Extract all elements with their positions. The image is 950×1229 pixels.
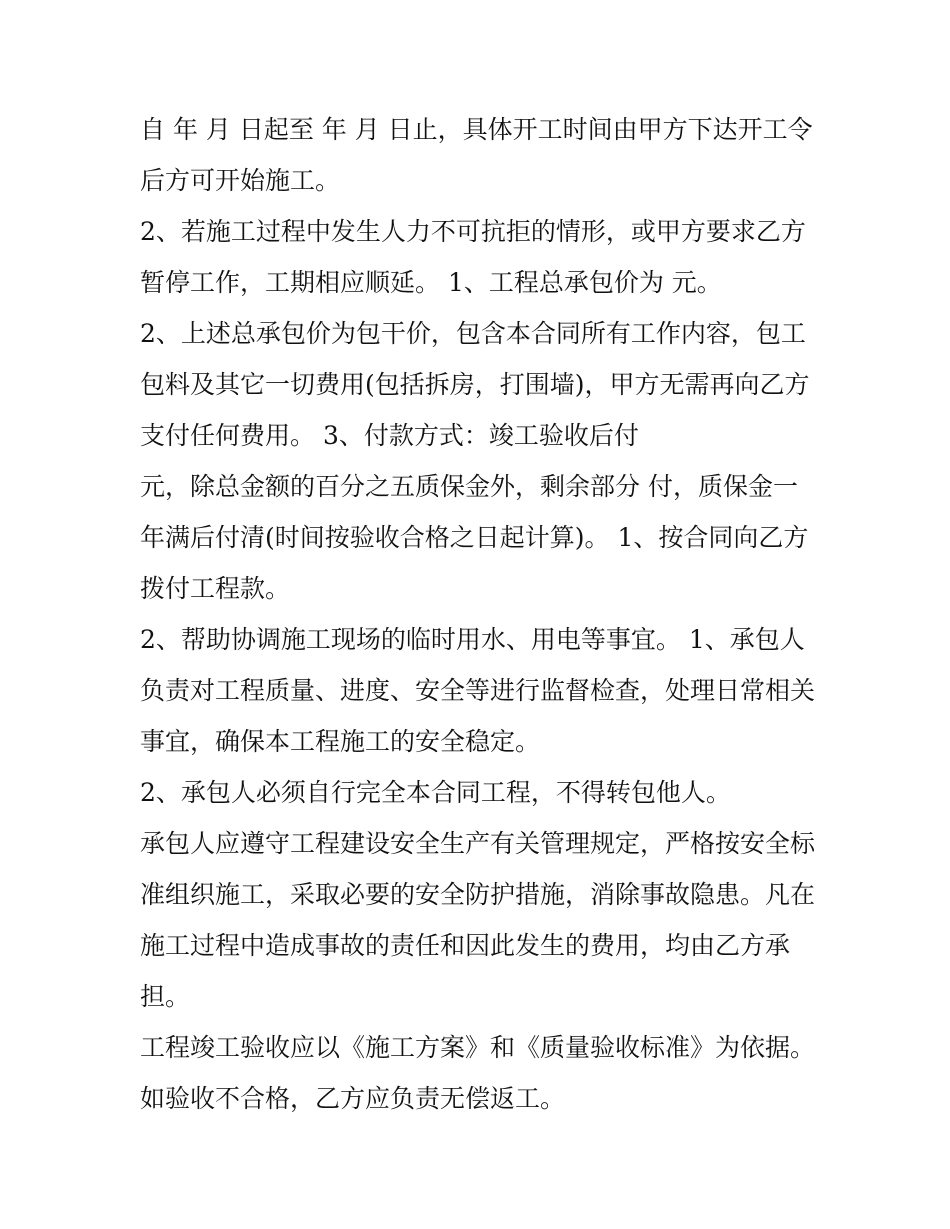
text-line: 如验收不合格，乙方应负责无偿返工。 (140, 1084, 566, 1113)
text-line: 2、帮助协调施工现场的临时用水、用电等事宜。 1、承包人 (140, 625, 805, 654)
text-line: 2、承包人必须自行完全本合同工程，不得转包他人。 (140, 778, 731, 807)
text-line: 负责对工程质量、进度、安全等进行监督检查，处理日常相关 (140, 676, 816, 705)
text-line: 包料及其它一切费用(包括拆房，打围墙)，甲方无需再向乙方 (140, 370, 810, 399)
text-line: 元，除总金额的百分之五质保金外，剩余部分 付，质保金一 (140, 472, 798, 501)
text-line: 担。 (140, 982, 191, 1011)
text-line: 拨付工程款。 (140, 574, 291, 603)
text-line: 自 年 月 日起至 年 月 日止，具体开工时间由甲方下达开工令 (140, 115, 813, 144)
text-line: 工程竣工验收应以《施工方案》和《质量验收标准》为依据。 (140, 1033, 816, 1062)
document-body (140, 104, 830, 1124)
text-line: 事宜，确保本工程施工的安全稳定。 (140, 727, 541, 756)
text-line: 年满后付清(时间按验收合格之日起计算)。 1、按合同向乙方 (140, 523, 809, 552)
text-line: 支付任何费用。 3、付款方式：竣工验收后付 (140, 421, 639, 450)
text-line: 暂停工作，工期相应顺延。 1、工程总承包价为 元。 (140, 268, 722, 297)
text-line: 准组织施工，采取必要的安全防护措施，消除事故隐患。凡在 (140, 880, 816, 909)
text-line: 2、上述总承包价为包干价，包含本合同所有工作内容，包工 (140, 319, 806, 348)
text-line: 承包人应遵守工程建设安全生产有关管理规定，严格按安全标 (140, 829, 816, 858)
text-line: 施工过程中造成事故的责任和因此发生的费用，均由乙方承 (140, 931, 791, 960)
text-line: 后方可开始施工。 (140, 166, 341, 195)
text-line: 2、若施工过程中发生人力不可抗拒的情形，或甲方要求乙方 (140, 217, 806, 246)
